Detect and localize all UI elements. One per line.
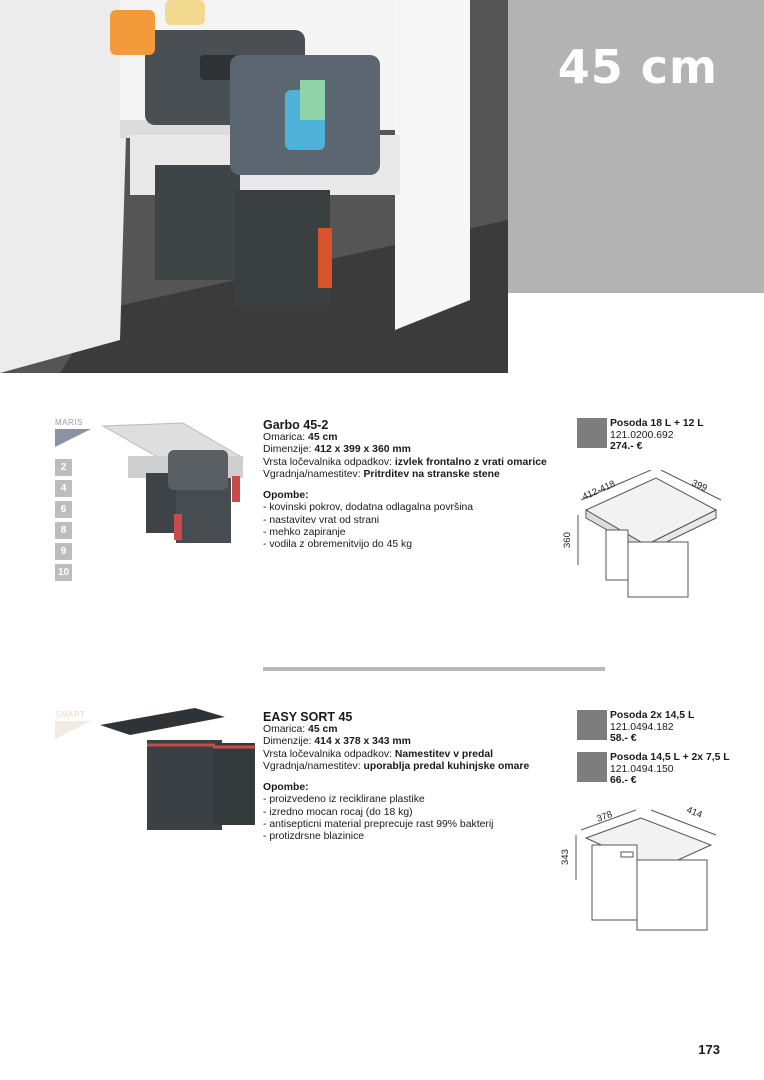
dims-label: Dimenzije: — [263, 444, 315, 456]
type-row — [263, 749, 553, 761]
sku-code: 121.0200.692 — [610, 429, 674, 441]
dim-depth: 412-418 — [580, 478, 618, 503]
product-title: Garbo 45-2 — [263, 418, 329, 432]
width-badge: 6 — [55, 501, 72, 518]
dims-value: 414 x 378 x 343 mm — [314, 736, 411, 748]
sku-price: 274.- € — [610, 441, 643, 452]
width-badge: 4 — [55, 480, 72, 497]
product-details-garbo — [263, 418, 553, 552]
dim-depth: 378 — [595, 809, 614, 825]
size-label: 45 cm — [557, 40, 718, 94]
dim-height: 360 — [562, 532, 573, 548]
width-badge: 2 — [55, 459, 72, 476]
dim-width: 414 — [684, 804, 704, 821]
easysort-bin-illustration — [95, 705, 260, 835]
cabinet-row — [263, 724, 553, 736]
mount-value: uporablja predal kuhinjske omare — [363, 760, 530, 772]
section-divider — [263, 667, 605, 671]
sku-code: 121.0494.150 — [610, 763, 674, 775]
type-value: Namestitev v predal — [394, 748, 494, 760]
garbo-dimension-drawing — [556, 470, 726, 610]
cabinet-value: 45 cm — [308, 724, 338, 735]
series-name: SMART — [55, 710, 86, 719]
note-item: - mehko zapiranje — [263, 527, 346, 539]
dimension-diagram-garbo — [556, 470, 726, 615]
dimension-diagram-easysort — [556, 800, 726, 945]
type-row — [263, 457, 553, 469]
dims-row — [263, 736, 553, 748]
sku-label: Posoda 18 L + 12 L — [610, 418, 704, 429]
dims-value: 412 x 399 x 360 mm — [314, 444, 411, 456]
mount-row — [263, 469, 553, 481]
series-name: MARIS — [55, 418, 83, 427]
width-badge: 8 — [55, 522, 72, 539]
note-item: - antisepticni material preprecuje rast 99% bakterij — [263, 819, 494, 831]
hero-photo — [0, 0, 508, 373]
page-number: 173 — [698, 1042, 720, 1057]
cabinet-row — [263, 432, 553, 444]
mount-label: Vgradnja/namestitev: — [263, 760, 364, 772]
dims-label: Dimenzije: — [263, 736, 315, 748]
notes-title: Opombe: — [263, 490, 309, 502]
hero-photo-illustration — [0, 0, 508, 373]
series-badge-maris — [55, 418, 91, 452]
sku-entry — [577, 752, 747, 787]
sku-entry — [577, 710, 747, 745]
dim-width: 399 — [689, 477, 709, 495]
sku-entry — [577, 418, 747, 453]
type-value: izvlek frontalno z vrati omarice — [394, 456, 547, 468]
width-badge: 9 — [55, 543, 72, 560]
note-item: - proizvedeno iz reciklirane plastike — [263, 794, 425, 806]
mount-value: Pritrditev na stranske stene — [363, 468, 500, 480]
cabinet-label: Omarica: — [263, 432, 309, 443]
easysort-dimension-drawing — [556, 800, 726, 940]
sku-label: Posoda 2x 14,5 L — [610, 710, 695, 721]
garbo-bin-illustration — [98, 418, 253, 548]
cabinet-value: 45 cm — [308, 432, 338, 443]
sku-swatch — [577, 418, 607, 448]
product-photo-garbo — [98, 418, 253, 553]
sku-code: 121.0494.182 — [610, 721, 674, 733]
product-details-easysort — [263, 710, 553, 844]
mount-row — [263, 761, 553, 773]
sku-label: Posoda 14,5 L + 2x 7,5 L — [610, 752, 730, 763]
sku-swatch — [577, 752, 607, 782]
note-item: - nastavitev vrat od strani — [263, 514, 380, 526]
width-badge: 10 — [55, 564, 72, 581]
sku-price: 58.- € — [610, 733, 637, 744]
sku-price: 66.- € — [610, 775, 637, 786]
note-item: - protizdrsne blazinice — [263, 831, 365, 843]
note-item: - izredno mocan rocaj (do 18 kg) — [263, 806, 413, 818]
note-item: - vodila z obremenitvijo do 45 kg — [263, 539, 413, 551]
cabinet-label: Omarica: — [263, 724, 309, 735]
notes-title: Opombe: — [263, 782, 309, 794]
series-badge-smart — [55, 710, 91, 744]
size-panel — [508, 0, 764, 293]
series-triangle-icon — [55, 429, 91, 447]
dims-row — [263, 444, 553, 456]
product-title: EASY SORT 45 — [263, 710, 353, 724]
series-triangle-icon — [55, 721, 91, 739]
type-label: Vrsta ločevalnika odpadkov: — [263, 456, 395, 468]
note-item: - kovinski pokrov, dodatna odlagalna površina — [263, 502, 474, 514]
sku-swatch — [577, 710, 607, 740]
type-label: Vrsta ločevalnika odpadkov: — [263, 748, 395, 760]
dim-height: 343 — [560, 849, 571, 865]
product-photo-easysort — [95, 705, 260, 840]
mount-label: Vgradnja/namestitev: — [263, 468, 364, 480]
width-list — [55, 459, 73, 585]
